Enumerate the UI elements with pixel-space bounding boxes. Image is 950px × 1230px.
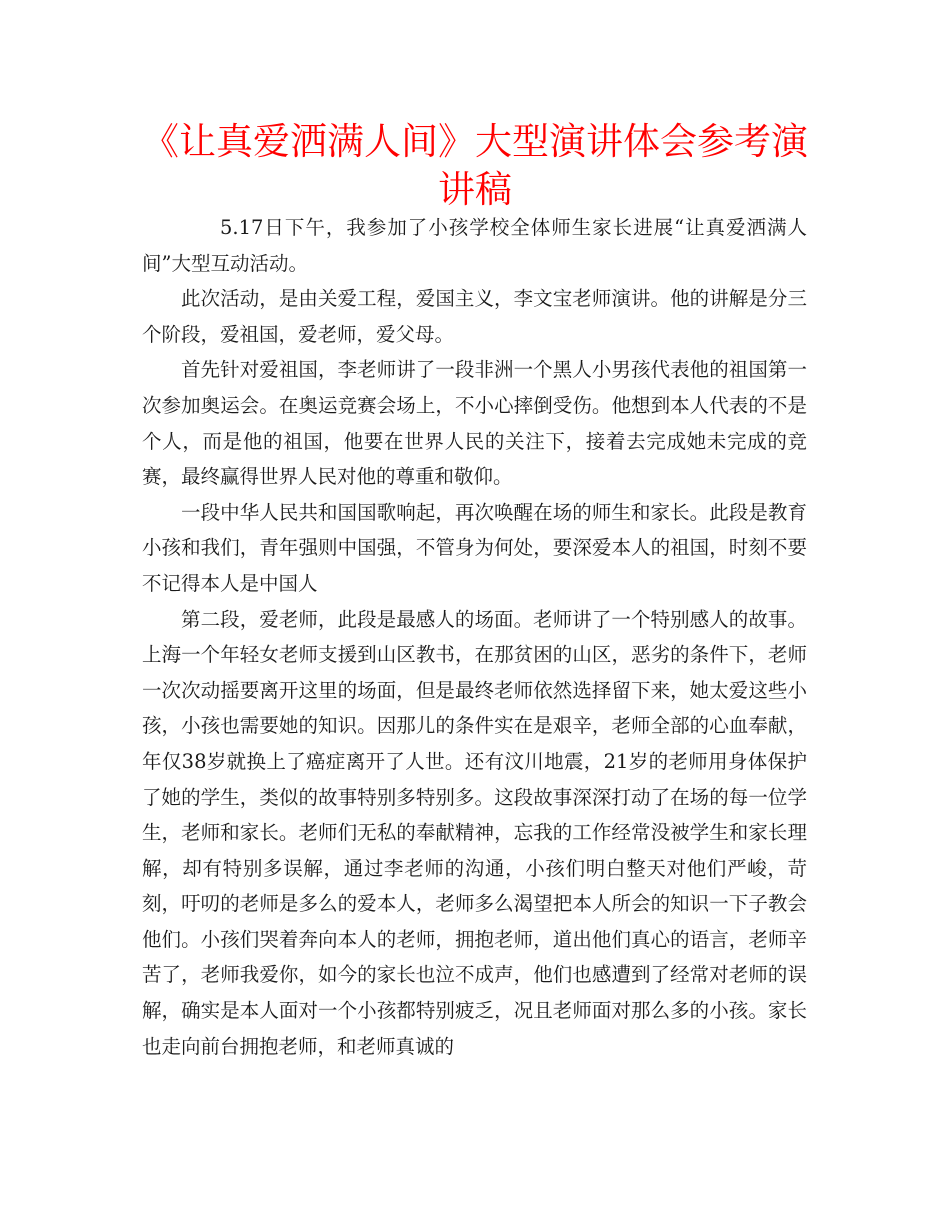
paragraph-activity: 此次活动，是由关爱工程，爱国主义，李文宝老师演讲。他的讲解是分三个阶段，爱祖国，爱老师，爱父母。: [142, 287, 807, 346]
document-title: 《让真爱洒满人间》大型演讲体会参考演讲稿: [142, 120, 808, 211]
paragraph-intro: 5.17日下午，我参加了小孩学校全体师生家长进展“让真爱洒满人间”大型互动活动。: [142, 216, 807, 275]
paragraph-love-country: 首先针对爱祖国，李老师讲了一段非洲一个黑人小男孩代表他的祖国第一次参加奥运会。在奥运竞赛会场上，不小心摔倒受伤。他想到本人代表的不是个人，而是他的祖国，他要在世界人民的关注下，接着去完成她未完成的竞赛，最终赢得世界人民对他的尊重和敬仰。: [142, 358, 807, 489]
paragraph-anthem: 一段中华人民共和国国歌响起，再次唤醒在场的师生和家长。此段是教育小孩和我们，青年强则中国强，不管身为何处，要深爱本人的祖国，时刻不要不记得本人是中国人: [142, 500, 807, 595]
document-body: [142, 210, 807, 1064]
paragraph-love-teacher: 第二段，爱老师，此段是最感人的场面。老师讲了一个特别感人的故事。上海一个年轻女老师支援到山区教书，在那贫困的山区，恶劣的条件下，老师一次次动摇要离开这里的场面，但是最终老师依然选择留下来，她太爱这些小孩，小孩也需要她的知识。因那儿的条件实在是艰辛，老师全部的心血奉献，年仅38岁就换上了癌症离开了人世。还有汶川地震，21岁的老师用身体保护了她的学生，类似的故事特别多特别多。这段故事深深打动了在场的每一位学生，老师和家长。老师们无私的奉献精神，忘我的工作经常没被学生和家长理解，却有特别多误解，通过李老师的沟通，小孩们明白整天对他们严峻，苛刻，吁叨的老师是多么的爱本人，老师多么渴望把本人所会的知识一下子教会他们。小孩们哭着奔向本人的老师，拥抱老师，道出他们真心的语言，老师辛苦了，老师我爱你，如今的家长也泣不成声，他们也感遭到了经常对老师的误解，确实是本人面对一个小孩都特别疲乏，况且老师面对那么多的小孩。家长也走向前台拥抱老师，和老师真诚的: [142, 607, 807, 1058]
